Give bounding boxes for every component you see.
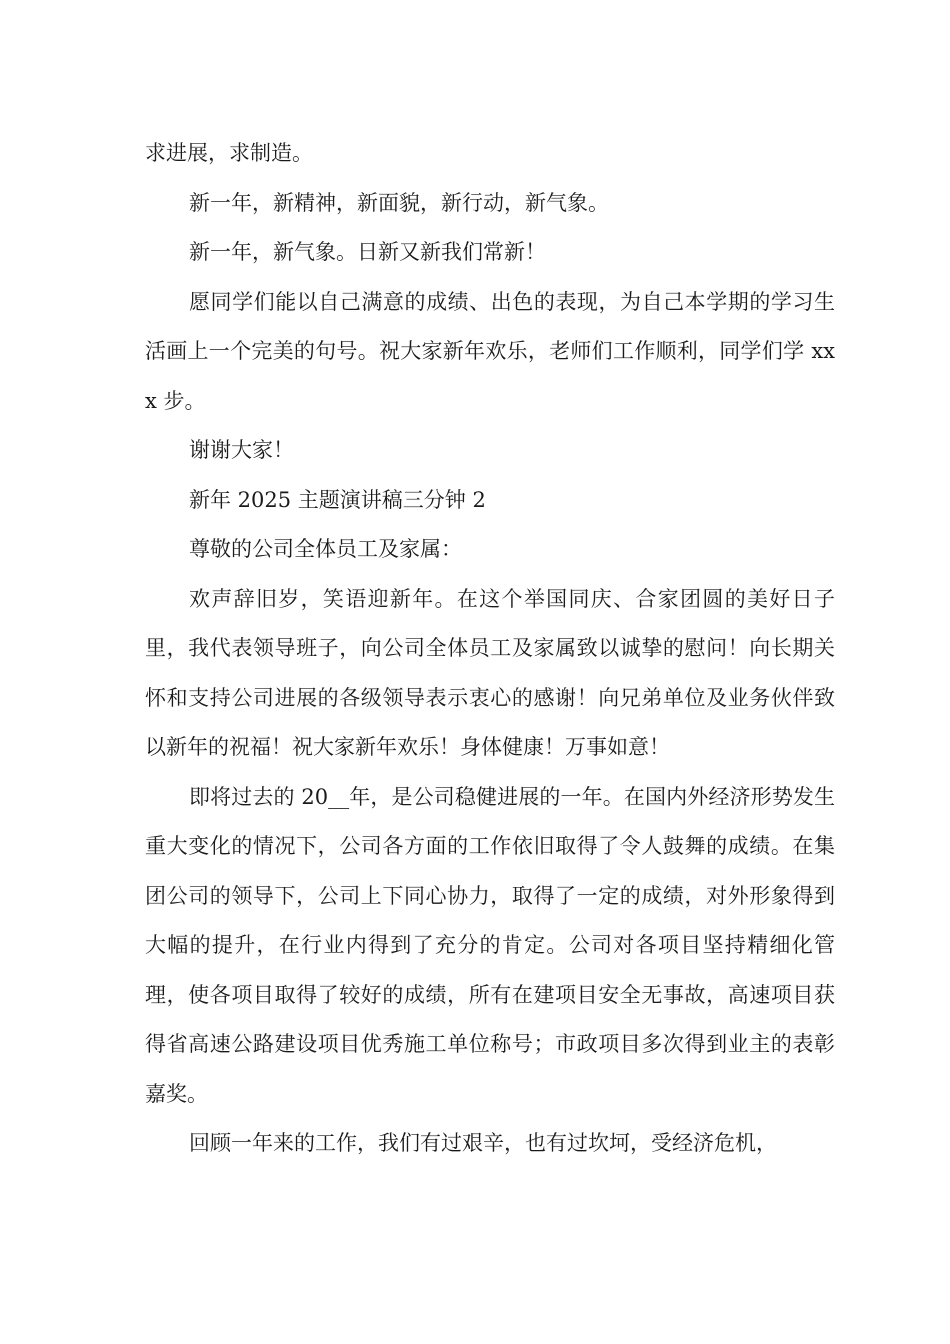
paragraph-8: 欢声辞旧岁，笑语迎新年。在这个举国同庆、合家团圆的美好日子里，我代表领导班子，向公司全体员工及家属致以诚挚的慰问！向长期关怀和支持公司进展的各级领导表示衷心的感谢！向兄弟单位及业务伙伴致以新年的祝福！祝大家新年欢乐！身体健康！万事如意！: [145, 586, 835, 759]
document-body: [145, 129, 835, 1169]
paragraph-10: 回顾一年来的工作，我们有过艰辛，也有过坎坷，受经济危机，: [189, 1131, 777, 1155]
section-heading: 新年 2025 主题演讲稿三分钟 2: [189, 487, 486, 512]
paragraph-1: 求进展，求制造。: [145, 141, 313, 165]
paragraph-9: 即将过去的 20__年，是公司稳健进展的一年。在国内外经济形势发生重大变化的情况下，公司各方面的工作依旧取得了令人鼓舞的成绩。在集团公司的领导下，公司上下同心协力，取得了一定的成绩，对外形象得到大幅的提升，在行业内得到了充分的肯定。公司对各项目坚持精细化管理，使各项目取得了较好的成绩，所有在建项目安全无事故，高速项目获得省高速公路建设项目优秀施工单位称号；市政项目多次得到业主的表彰嘉奖。: [145, 784, 835, 1106]
paragraph-5: 谢谢大家！: [189, 438, 294, 462]
paragraph-3: 新一年，新气象。日新又新我们常新！: [189, 240, 546, 264]
paragraph-4: 愿同学们能以自己满意的成绩、出色的表现，为自己本学期的学习生活画上一个完美的句号。祝大家新年欢乐，老师们工作顺利，同学们学 xxx 步。: [145, 289, 835, 413]
paragraph-2: 新一年，新精神，新面貌，新行动，新气象。: [189, 190, 609, 215]
salutation: 尊敬的公司全体员工及家属：: [189, 537, 462, 561]
